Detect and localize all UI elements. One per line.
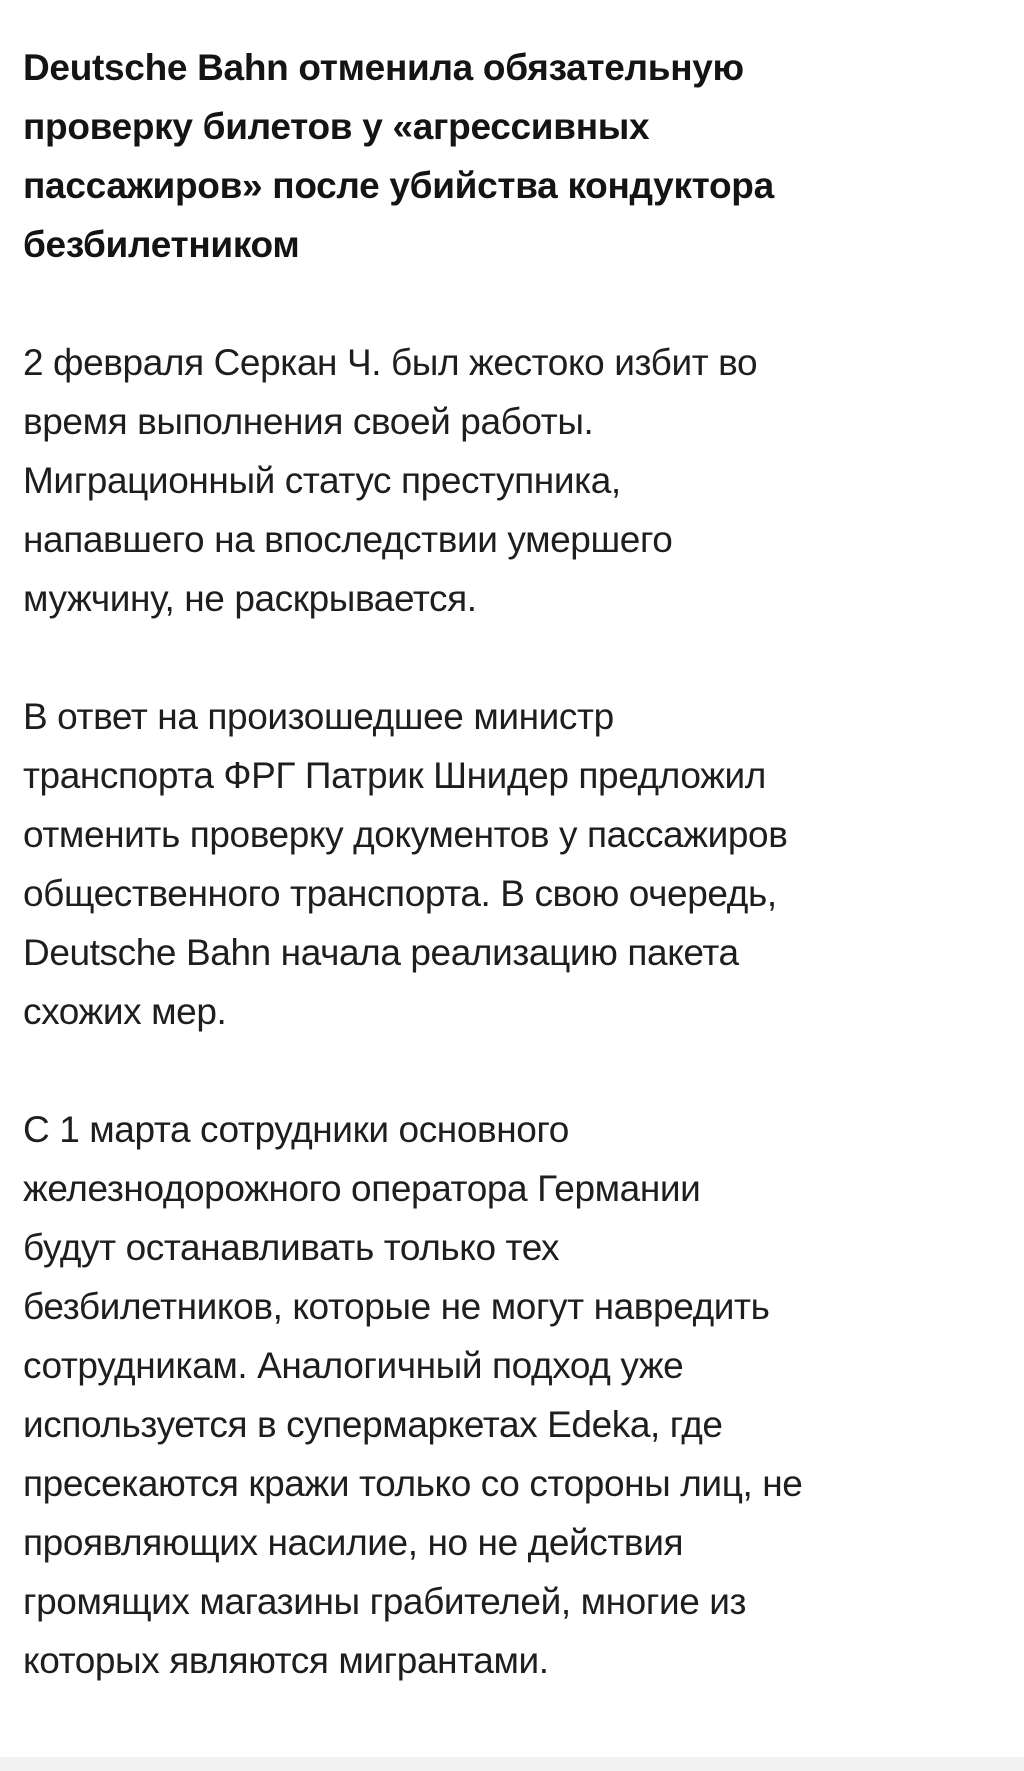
- article-paragraph-1: 2 февраля Серкан Ч. был жестоко избит во время выполнения своей работы. Миграционный статус преступника, напавшего на впоследствии умершего мужчину, не раскрывается.: [23, 342, 758, 619]
- bottom-divider: [0, 1757, 1024, 1771]
- article-headline: Deutsche Bahn отменила обязательную проверку билетов у «агрессивных пассажиров» после убийства кондуктора безбилетником: [23, 47, 774, 265]
- post-body: [23, 38, 1003, 1690]
- article-paragraph-2: В ответ на произошедшее министр транспорта ФРГ Патрик Шнидер предложил отменить проверку документов у пассажиров общественного транспорта. В свою очередь, Deutsche Bahn начала реализацию пакета схожих мер.: [23, 696, 788, 1032]
- article-paragraph-3: С 1 марта сотрудники основного железнодорожного оператора Германии будут останавливать только тех безбилетников, которые не могут навредить сотрудникам. Аналогичный подход уже используется в супермаркетах Edeka, где пресекаются кражи только со стороны лиц, не проявляющих насилие, но не действия громящих магазины грабителей, многие из которых являются мигрантами.: [23, 1109, 803, 1681]
